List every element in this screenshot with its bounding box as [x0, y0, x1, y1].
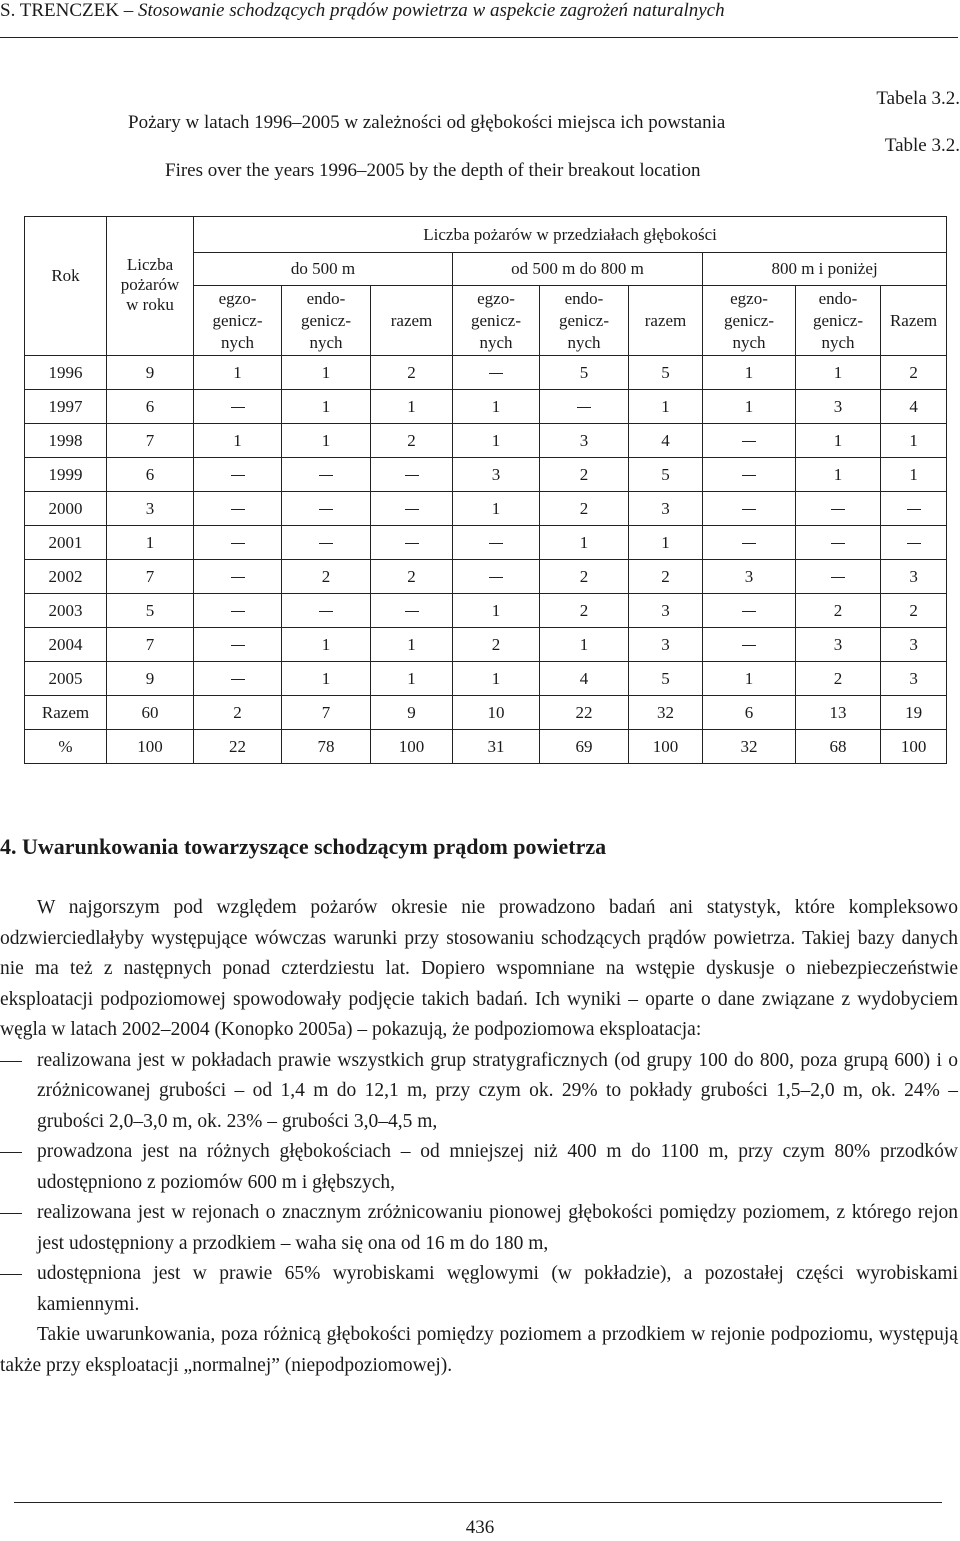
dash-mark	[405, 509, 419, 510]
page-number: 436	[465, 1517, 495, 1538]
table-cell: 3	[881, 662, 947, 696]
dash-mark	[907, 509, 921, 510]
header-endo-line-1: endo-	[818, 288, 858, 308]
table-row	[25, 594, 947, 628]
table-cell	[194, 662, 282, 696]
table-cell: 22	[540, 696, 629, 730]
header-egzo-line-2: genicz-	[212, 310, 263, 330]
header-endo	[282, 286, 371, 356]
dash-mark	[405, 475, 419, 476]
header-endo-line-3: nych	[821, 332, 855, 352]
table-cell: 69	[540, 730, 629, 764]
table-cell: 4	[540, 662, 629, 696]
table-caption-en: Fires over the years 1996–2005 by the depth of their breakout location	[165, 160, 701, 181]
table-cell: 1	[629, 526, 703, 560]
dash-mark	[742, 475, 756, 476]
table-cell	[282, 594, 371, 628]
table-cell: 2	[540, 560, 629, 594]
bullet-dash	[0, 1152, 22, 1153]
row-label-cell: Razem	[25, 696, 107, 730]
header-razem: razem	[629, 286, 703, 356]
table-cell	[282, 492, 371, 526]
header-egzo-line-1: egzo-	[477, 288, 515, 308]
table-cell: 1	[194, 424, 282, 458]
table-cell: 1	[282, 662, 371, 696]
table-cell: 1	[881, 458, 947, 492]
dash-mark	[319, 543, 333, 544]
table-cell	[371, 526, 453, 560]
table-cell: 3	[629, 492, 703, 526]
table-cell	[194, 492, 282, 526]
table-cell: 2	[540, 594, 629, 628]
header-liczba-line-2: pożarów	[120, 275, 180, 294]
table-cell	[796, 526, 881, 560]
table-row	[25, 356, 947, 390]
footer-rule	[14, 1502, 942, 1503]
header-endo-line-1: endo-	[306, 288, 346, 308]
dash-mark	[405, 611, 419, 612]
header-liczba-pozarow	[107, 217, 194, 356]
table-cell: 2	[371, 356, 453, 390]
table-cell: 1	[282, 390, 371, 424]
row-label-cell: 1996	[25, 356, 107, 390]
table-cell	[703, 424, 796, 458]
table-cell: 1	[703, 390, 796, 424]
header-endo-line-2: genicz-	[300, 310, 352, 330]
table-cell: 1	[796, 458, 881, 492]
table-cell: 2	[453, 628, 540, 662]
dash-mark	[831, 543, 845, 544]
dash-mark	[231, 407, 245, 408]
table-cell: 1	[282, 424, 371, 458]
table-cell	[703, 526, 796, 560]
header-egzo	[453, 286, 540, 356]
header-egzo-line-1: egzo-	[218, 288, 257, 308]
bullet-dash	[0, 1061, 22, 1062]
table-cell: 1	[194, 356, 282, 390]
table-cell	[194, 560, 282, 594]
table-cell: 1	[453, 594, 540, 628]
dash-mark	[489, 543, 503, 544]
header-liczba-line-3: w roku	[126, 295, 174, 314]
table-cell: 1	[282, 628, 371, 662]
table-cell: 5	[540, 356, 629, 390]
table-cell: 19	[881, 696, 947, 730]
table-cell: 3	[796, 390, 881, 424]
dash-mark	[831, 509, 845, 510]
bullet-dash	[0, 1274, 22, 1275]
dash-mark	[405, 543, 419, 544]
table-cell	[282, 458, 371, 492]
table-cell: 2	[282, 560, 371, 594]
table-cell: 1	[540, 526, 629, 560]
fires-table	[24, 216, 947, 764]
header-egzo-line-3: nych	[732, 332, 766, 352]
dash-mark	[742, 509, 756, 510]
intro-paragraph: W najgorszym pod względem pożarów okresie nie prowadzono badań ani statystyk, które kompleksowo odzwierciedlałyby występujące wówczas warunki przy stosowaniu schodzących prądów powietrza. Takiej bazy danych nie ma też z następnych ponad czterdziestu lat. Dopiero wspomniane na wstępie dyskusje o niebezpieczeństwie eksploatacji podpoziomowej spowodowały podjęcie takich badań. Ich wyniki – oparte o dane związane z wydobyciem węgla w latach 2002–2004 (Konopko 2005a) – pokazują, że podpoziomowa eksploatacja:	[0, 897, 958, 1040]
table-cell: 5	[629, 662, 703, 696]
header-rok: Rok	[25, 217, 107, 356]
table-cell: 2	[540, 492, 629, 526]
table-cell: 2	[371, 424, 453, 458]
table-cell	[371, 492, 453, 526]
header-range-500-800: od 500 m do 800 m	[453, 253, 703, 286]
dash-mark	[231, 475, 245, 476]
dash-mark	[231, 611, 245, 612]
table-cell	[796, 492, 881, 526]
table-cell	[194, 628, 282, 662]
table-cell: 2	[881, 594, 947, 628]
table-cell	[194, 458, 282, 492]
table-cell: 2	[796, 662, 881, 696]
table-cell	[540, 390, 629, 424]
table-cell: 32	[703, 730, 796, 764]
dash-mark	[231, 509, 245, 510]
table-cell: 3	[796, 628, 881, 662]
bullet-text: realizowana jest w pokładach prawie wszystkich grup stratygraficznych (od grupy 100 do 800, poza grupą 600) i o zróżnicowanej grubości – od 1,4 m do 12,1 m, przy czym ok. 29% to pokłady grubości 1,5–2,0 m, ok. 24% – grubości 2,0–3,0 m, ok. 23% – grubości 3,0–4,5 m,	[37, 1049, 958, 1132]
table-cell: 3	[703, 560, 796, 594]
table-cell	[796, 560, 881, 594]
table-cell: 31	[453, 730, 540, 764]
table-row	[25, 696, 947, 730]
row-label-cell: 1997	[25, 390, 107, 424]
table-row	[25, 662, 947, 696]
dash-mark	[742, 441, 756, 442]
table-cell: 3	[107, 492, 194, 526]
table-row	[25, 492, 947, 526]
running-header	[0, 0, 725, 22]
table-cell: 7	[282, 696, 371, 730]
table-body	[25, 217, 947, 764]
table-cell: 7	[107, 424, 194, 458]
table-cell: 100	[881, 730, 947, 764]
table-cell	[703, 594, 796, 628]
dash-mark	[231, 645, 245, 646]
table-cell	[194, 390, 282, 424]
table-cell: 6	[107, 458, 194, 492]
table-cell: 1	[371, 390, 453, 424]
running-header-title: Stosowanie schodzących prądów powietrza w aspekcie zagrożeń naturalnych	[137, 0, 725, 21]
table-cell: 9	[371, 696, 453, 730]
table-cell: 9	[107, 662, 194, 696]
table-cell: 5	[629, 356, 703, 390]
header-endo	[540, 286, 629, 356]
header-endo	[796, 286, 881, 356]
table-cell	[194, 526, 282, 560]
header-egzo-line-3: nych	[220, 332, 255, 352]
header-range-800-plus: 800 m i poniżej	[703, 253, 947, 286]
closing-paragraph: Takie uwarunkowania, poza różnicą głębokości pomiędzy poziomem a przodkiem w rejonie podpoziomu, występują także przy eksploatacji „normalnej” (niepodpoziomowej).	[0, 1324, 958, 1376]
table-cell: 3	[453, 458, 540, 492]
table-cell: 1	[453, 662, 540, 696]
table-cell: 2	[881, 356, 947, 390]
row-label-cell: 2002	[25, 560, 107, 594]
header-endo-line-1: endo-	[564, 288, 604, 308]
table-cell: 9	[107, 356, 194, 390]
dash-mark	[907, 543, 921, 544]
table-cell: 1	[796, 356, 881, 390]
table-cell: 1	[703, 356, 796, 390]
dash-mark	[489, 373, 503, 374]
table-row	[25, 560, 947, 594]
header-egzo-line-3: nych	[479, 332, 513, 352]
table-row	[25, 526, 947, 560]
bullet-list	[0, 1046, 958, 1321]
table-row	[25, 458, 947, 492]
table-cell	[453, 526, 540, 560]
header-endo-line-2: genicz-	[558, 310, 610, 330]
table-cell: 6	[107, 390, 194, 424]
table-cell	[881, 492, 947, 526]
table-cell: 1	[371, 628, 453, 662]
dash-mark	[231, 577, 245, 578]
table-cell: 1	[107, 526, 194, 560]
dash-mark	[231, 543, 245, 544]
table-cell: 3	[629, 594, 703, 628]
table-cell: 1	[453, 424, 540, 458]
table-row	[25, 628, 947, 662]
table-cell: 100	[629, 730, 703, 764]
bullet-item	[0, 1046, 958, 1138]
header-egzo	[194, 286, 282, 356]
table-cell	[453, 560, 540, 594]
table-label-en: Table 3.2.	[884, 135, 960, 156]
table-cell: 3	[629, 628, 703, 662]
header-egzo-line-1: egzo-	[730, 288, 768, 308]
running-header-separator: –	[118, 0, 138, 21]
table-cell: 1	[629, 390, 703, 424]
table-row	[25, 730, 947, 764]
bullet-dash	[0, 1213, 22, 1214]
header-row-1	[25, 217, 947, 253]
table-cell	[371, 458, 453, 492]
table-cell: 100	[371, 730, 453, 764]
row-label-cell: 2000	[25, 492, 107, 526]
table-cell	[703, 628, 796, 662]
table-cell: 22	[194, 730, 282, 764]
bullet-text: realizowana jest w rejonach o znacznym zróżnicowaniu pionowej głębokości pomiędzy poziomem, z którego rejon jest udostępniony a przodkiem – waha się ona od 16 m do 180 m,	[37, 1202, 958, 1254]
header-endo-line-3: nych	[309, 332, 343, 352]
running-header-author: S. TRENCZEK	[0, 0, 119, 21]
table-cell: 32	[629, 696, 703, 730]
table-cell: 100	[107, 730, 194, 764]
table-cell: 68	[796, 730, 881, 764]
table-cell: 7	[107, 628, 194, 662]
table-cell: 13	[796, 696, 881, 730]
table-cell: 4	[881, 390, 947, 424]
table-cell: 2	[629, 560, 703, 594]
row-label-cell: 2003	[25, 594, 107, 628]
table-cell: 3	[881, 628, 947, 662]
table-cell: 5	[629, 458, 703, 492]
table-cell	[703, 458, 796, 492]
dash-mark	[742, 611, 756, 612]
bullet-item	[0, 1259, 958, 1320]
header-range-do-500: do 500 m	[194, 253, 453, 286]
bullet-item	[0, 1198, 958, 1259]
table-cell: 6	[703, 696, 796, 730]
table-cell: 2	[796, 594, 881, 628]
table-cell: 2	[540, 458, 629, 492]
header-egzo-line-2: genicz-	[470, 310, 522, 330]
header-razem-total: Razem	[881, 286, 947, 356]
table-cell: 1	[371, 662, 453, 696]
table-cell: 1	[453, 390, 540, 424]
table-cell	[371, 594, 453, 628]
dash-mark	[319, 475, 333, 476]
table-cell: 1	[540, 628, 629, 662]
table-row	[25, 390, 947, 424]
dash-mark	[577, 407, 591, 408]
table-cell	[881, 526, 947, 560]
dash-mark	[742, 543, 756, 544]
table-cell: 1	[453, 492, 540, 526]
row-label-cell: 1998	[25, 424, 107, 458]
bullet-item	[0, 1137, 958, 1198]
table-cell: 3	[540, 424, 629, 458]
row-label-cell: 2004	[25, 628, 107, 662]
table-caption-pl: Pożary w latach 1996–2005 w zależności od głębokości miejsca ich powstania	[128, 112, 726, 133]
bullet-text: prowadzona jest na różnych głębokościach – od mniejszej niż 400 m do 1100 m, przy czym 80% przodków udostępniono z poziomów 600 m i głębszych,	[37, 1141, 958, 1193]
dash-mark	[831, 577, 845, 578]
table-cell: 1	[796, 424, 881, 458]
bullet-text: udostępniona jest w prawie 65% wyrobiskami węglowymi (w pokładzie), a pozostałej części wyrobiskami kamiennymi.	[37, 1263, 958, 1315]
table-cell: 3	[881, 560, 947, 594]
table-cell	[194, 594, 282, 628]
header-liczba-line-1: Liczba	[126, 255, 174, 274]
header-rule	[0, 37, 958, 38]
row-label-cell: 1999	[25, 458, 107, 492]
dash-mark	[319, 611, 333, 612]
table-cell: 10	[453, 696, 540, 730]
header-egzo-line-2: genicz-	[723, 310, 775, 330]
table-cell: 1	[703, 662, 796, 696]
header-egzo	[703, 286, 796, 356]
table-cell: 5	[107, 594, 194, 628]
dash-mark	[231, 679, 245, 680]
header-razem: razem	[371, 286, 453, 356]
row-label-cell: 2005	[25, 662, 107, 696]
table-label-pl: Tabela 3.2.	[876, 88, 960, 109]
table-cell	[282, 526, 371, 560]
table-cell: 4	[629, 424, 703, 458]
table-cell: 1	[881, 424, 947, 458]
dash-mark	[489, 577, 503, 578]
section-heading: 4. Uwarunkowania towarzyszące schodzącym prądom powietrza	[0, 834, 607, 859]
table-cell: 1	[282, 356, 371, 390]
header-group: Liczba pożarów w przedziałach głębokości	[194, 217, 947, 253]
body-text	[0, 893, 958, 1381]
row-label-cell: %	[25, 730, 107, 764]
table-cell: 60	[107, 696, 194, 730]
table-cell: 78	[282, 730, 371, 764]
dash-mark	[319, 509, 333, 510]
header-endo-line-2: genicz-	[812, 310, 864, 330]
table-row	[25, 424, 947, 458]
table-cell: 2	[371, 560, 453, 594]
table-cell	[453, 356, 540, 390]
table-cell: 7	[107, 560, 194, 594]
header-endo-line-3: nych	[567, 332, 601, 352]
row-label-cell: 2001	[25, 526, 107, 560]
dash-mark	[742, 645, 756, 646]
table-cell: 2	[194, 696, 282, 730]
table-cell	[703, 492, 796, 526]
